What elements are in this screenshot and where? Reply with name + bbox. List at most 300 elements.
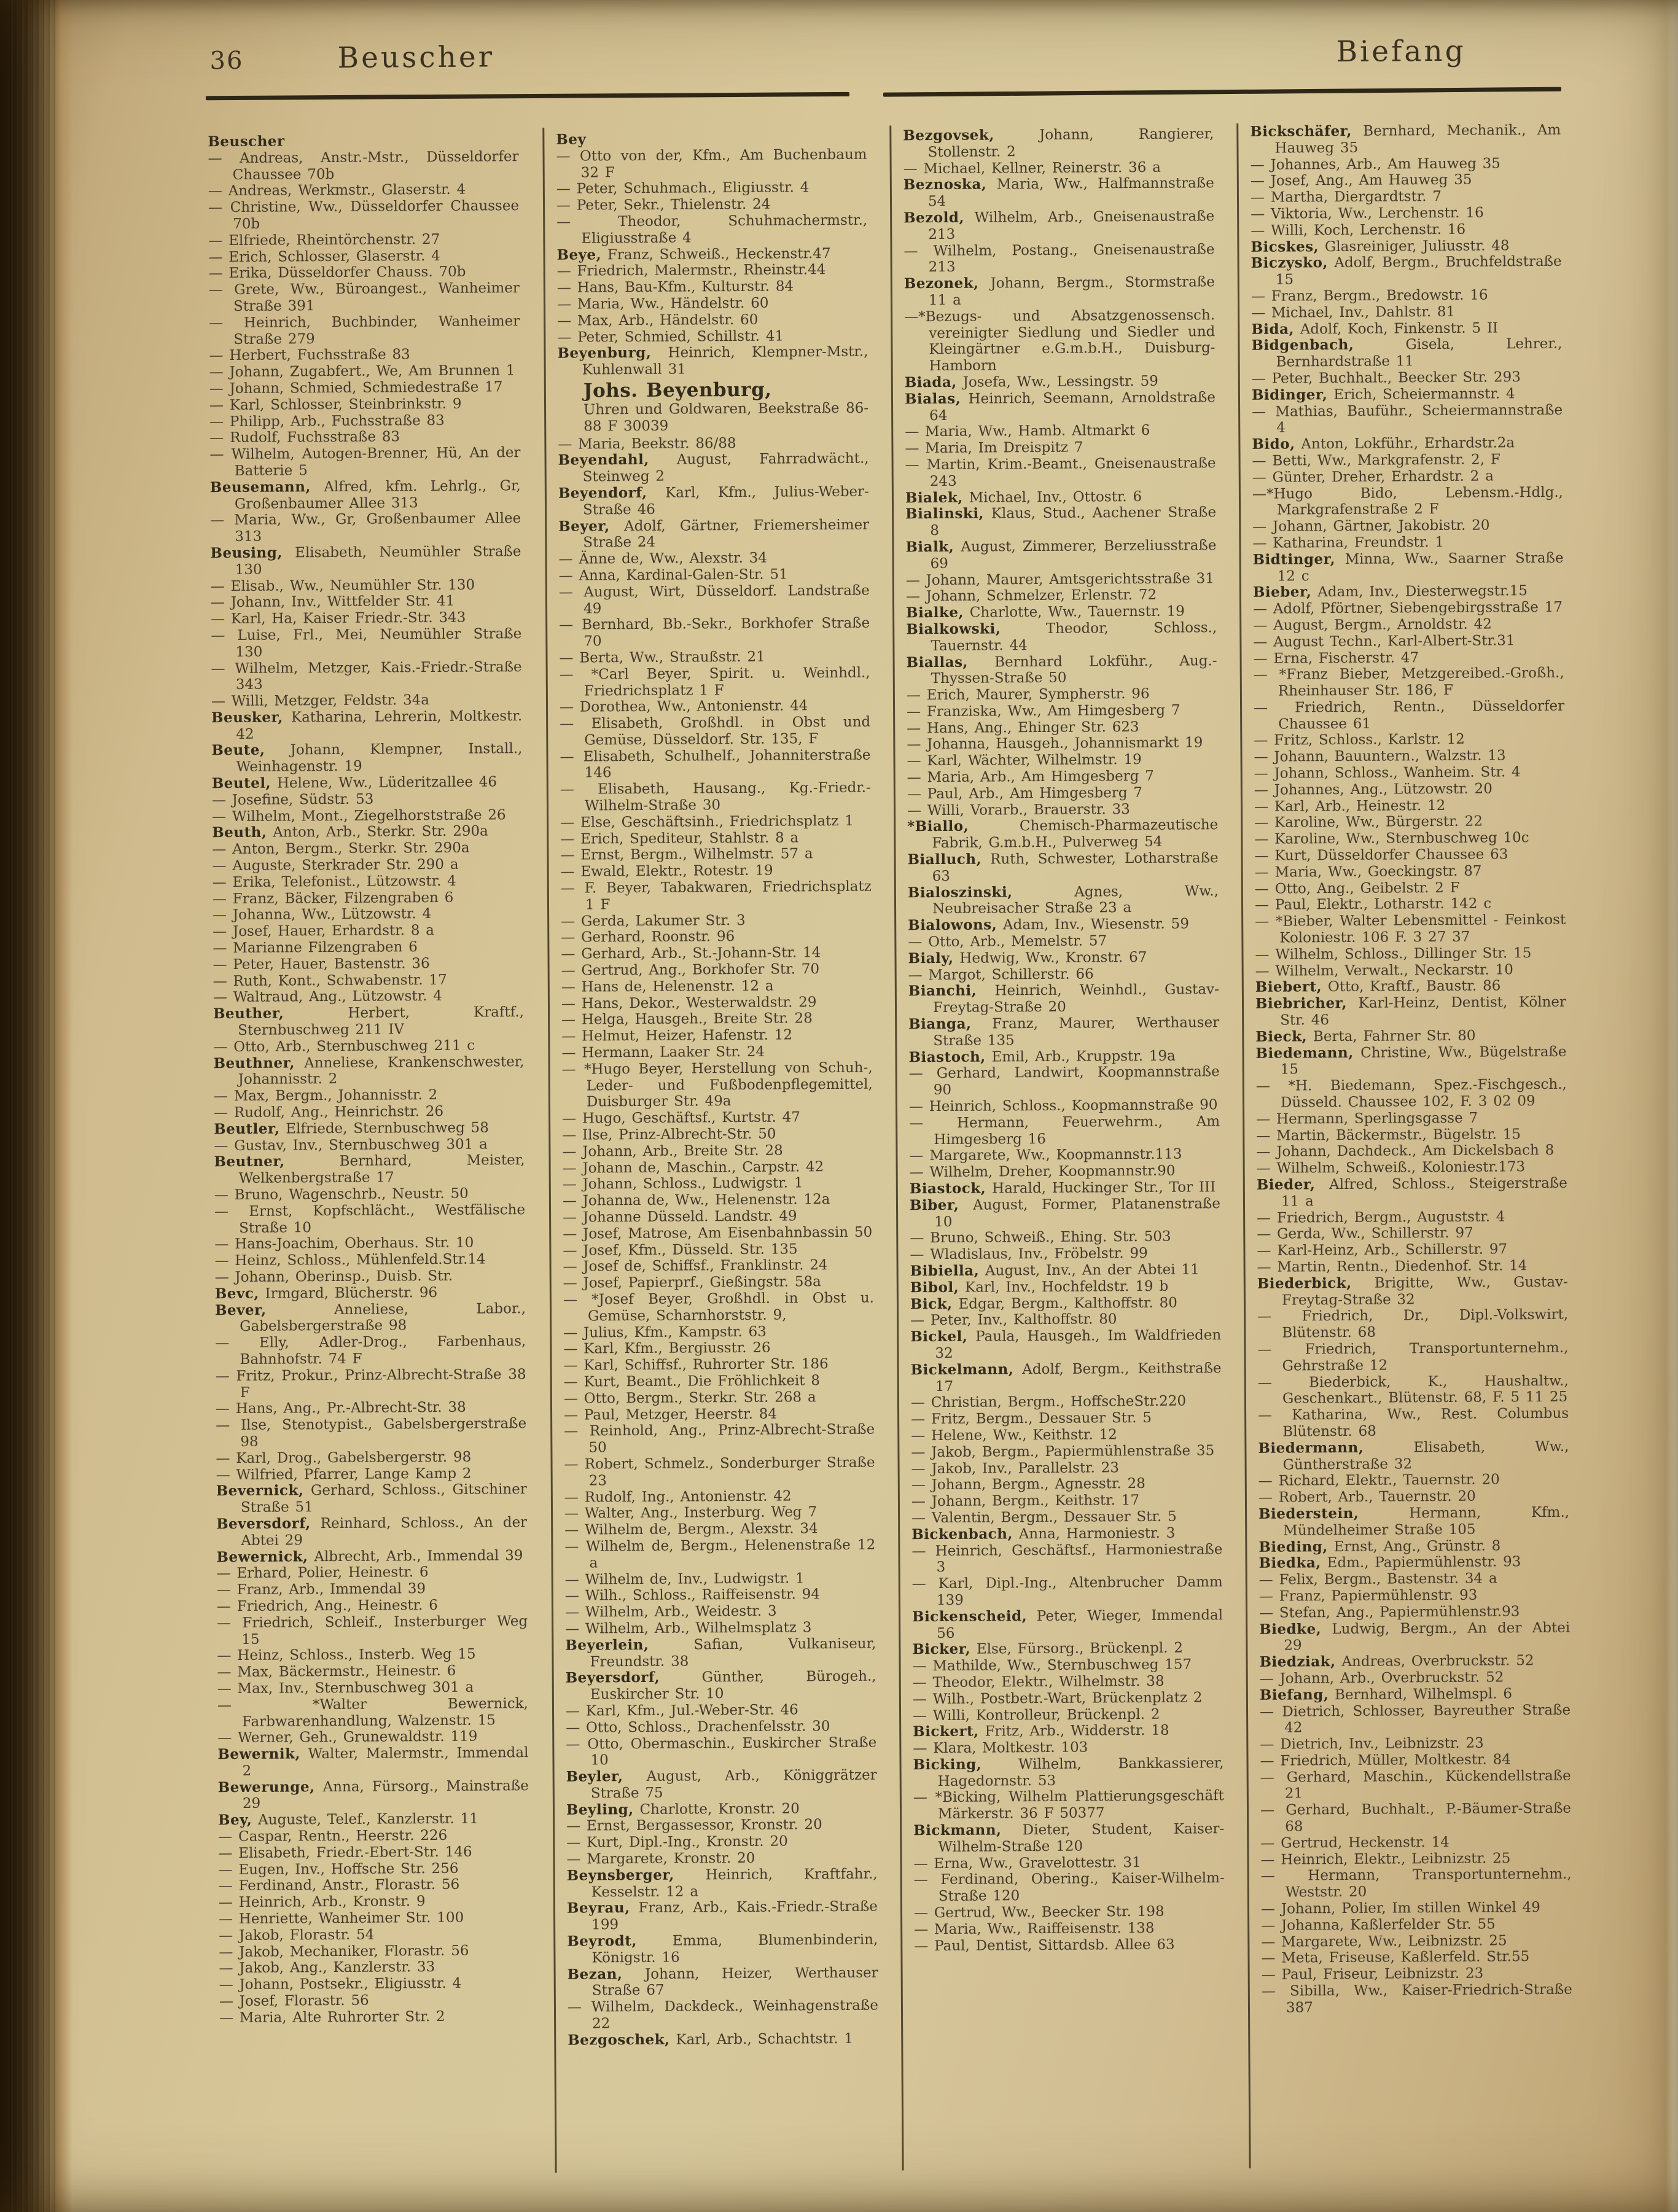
directory-entry: — Jakob, Florastr. 54	[219, 1926, 375, 1944]
entry-surname: Bewerunge,	[217, 1778, 315, 1796]
directory-column-2	[556, 130, 879, 2177]
directory-entry: — Helga, Hausgeh., Breite Str. 28	[561, 1010, 813, 1029]
entry-surname: Biastock,	[909, 1180, 986, 1198]
directory-entry-head: Bickel, Paula, Hausgeh., Im Waldfrieden 32	[910, 1327, 1222, 1362]
directory-entry-head: Beznoska, Maria, Ww., Halfmannstraße 54	[903, 175, 1214, 210]
directory-entry-head: Bibol, Karl, Inv., Hochfeldstr. 19 b	[910, 1278, 1169, 1296]
directory-entry: — Martin, Krim.-Beamt., Gneisenaustraße 243	[905, 455, 1216, 489]
directory-entry-head: Bewerunge, Anna, Fürsorg., Mainstraße 29	[217, 1777, 529, 1812]
directory-entry-head: Beyer, Adolf, Gärtner, Friemersheimer Straße 24	[558, 516, 870, 551]
directory-entry-head: Biebricher, Karl-Heinz, Dentist, Kölner Str. 46	[1255, 994, 1567, 1029]
entry-surname: Beyrodt,	[567, 1933, 637, 1950]
directory-entry: — Peter, Buchhalt., Beecker Str. 293	[1251, 369, 1521, 387]
entry-surname: Beyenburg,	[557, 345, 652, 362]
directory-entry-head: Bevernick, Gerhard, Schloss., Gitschiner Straße 51	[216, 1481, 527, 1516]
directory-entry: — Otto von der, Kfm., Am Buchenbaum 32 F	[556, 146, 867, 181]
directory-entry: — Erich, Schlosser, Glaserstr. 4	[208, 247, 440, 265]
directory-entry: — Maria, Ww., Raiffeisenstr. 138	[914, 1920, 1155, 1938]
directory-entry: — Paul, Metzger, Heerstr. 84	[563, 1406, 778, 1423]
directory-entry: — Hans, Ang., Ehinger Str. 623	[907, 719, 1139, 737]
entry-surname: Beute,	[211, 742, 265, 759]
directory-entry: — Wilfried, Pfarrer, Lange Kamp 2	[216, 1465, 472, 1483]
directory-entry: — Franz, Bergm., Bredowstr. 16	[1251, 287, 1488, 305]
entry-surname: Bezgoschek,	[568, 2031, 670, 2049]
header-keyword-left: Beuscher	[337, 40, 495, 75]
directory-entry: — Otto, Obermaschin., Euskircher Straße 10	[566, 1734, 877, 1769]
directory-entry-head: Biallas, Bernhard Lokführ., Aug.-Thyssen-Straße 50	[906, 652, 1217, 687]
directory-entry: — Rudolf, Ang., Heinrichstr. 26	[213, 1103, 444, 1121]
entry-surname: Beusing,	[210, 544, 283, 562]
directory-entry: — Karl, Ha, Kaiser Friedr.-Str. 343	[211, 609, 466, 628]
directory-entry-head: Biebert, Otto, Kraftf., Baustr. 86	[1255, 978, 1501, 996]
directory-entry: — Maria, Ww., Hamb. Altmarkt 6	[905, 423, 1150, 440]
directory-entry: — Otto, Bergm., Sterkr. Str. 268 a	[563, 1389, 816, 1407]
directory-entry: — Max, Bergm., Johannisstr. 2	[213, 1087, 438, 1105]
directory-entry: — Heinz, Schloss., Mühlenfeld.Str.14	[214, 1251, 486, 1269]
entry-surname: Bey	[556, 131, 587, 148]
entry-surname: Bickmann,	[913, 1821, 1002, 1839]
directory-entry: — Karl-Heinz, Arb., Schillerstr. 97	[1257, 1241, 1508, 1260]
directory-entry: — *Carl Beyer, Spirit. u. Weinhdl., Friedrichsplatz 1 F	[559, 664, 870, 699]
entry-surname: Beyendahl,	[558, 451, 649, 469]
directory-entry: — Wilh., Schloss., Raiffeisenstr. 94	[564, 1586, 821, 1605]
directory-entry: — Bruno, Wagenschrb., Neustr. 50	[214, 1185, 469, 1204]
directory-entry-head: Beuth, Anton, Arb., Sterkr. Str. 290a	[212, 823, 488, 841]
entry-surname: Bialkowski,	[906, 620, 1001, 638]
directory-entry: — Johann, Polier, Im stillen Winkel 49	[1260, 1899, 1540, 1917]
directory-entry: — Erna, Ww., Gravelottestr. 31	[913, 1854, 1141, 1872]
directory-entry: — Hans-Joachim, Oberhaus. Str. 10	[214, 1235, 474, 1253]
directory-entry-head: Beute, Johann, Klempner, Install., Weinhagenstr. 19	[211, 741, 523, 776]
directory-entry-head: Bida, Adolf, Koch, Finkenstr. 5 II	[1251, 319, 1499, 338]
directory-entry: — Helene, Ww., Keithstr. 12	[911, 1427, 1117, 1444]
entry-surname: Beuthner,	[213, 1054, 295, 1072]
directory-entry: — Heinrich, Arb., Kronstr. 9	[218, 1893, 426, 1911]
directory-entry-head: Biefang, Bernhard, Wilhelmspl. 6	[1259, 1686, 1513, 1704]
directory-entry-head: Bicking, Wilhelm, Bankkassierer, Hagedornstr. 53	[913, 1755, 1224, 1789]
directory-entry: — Gerda, Lakumer Str. 3	[561, 912, 746, 930]
directory-entry: — Friedrich, Schleif., Insterburger Weg 15	[217, 1613, 528, 1648]
header-rule-left	[206, 92, 849, 100]
directory-entry: — Johanna de, Ww., Helenenstr. 12a	[562, 1191, 830, 1209]
directory-entry-head: Bidtinger, Minna, Ww., Saarner Straße 12 c	[1252, 550, 1564, 585]
entry-surname: Bickelmann,	[910, 1361, 1014, 1379]
directory-entry: — Fritz, Schloss., Karlstr. 12	[1254, 731, 1465, 749]
directory-entry: — Auguste, Sterkrader Str. 290 a	[212, 856, 459, 874]
directory-entry: — Johann, Dachdeck., Am Dickelsbach 8	[1256, 1142, 1555, 1161]
entry-surname: Beyer,	[558, 517, 610, 535]
directory-entry-head: Bieber, Adam, Inv., Diesterwegstr.15	[1252, 583, 1528, 601]
entry-surname: Bialoszinski,	[907, 883, 1013, 901]
directory-entry-head: Beyendorf, Karl, Kfm., Julius-Weber-Straße 46	[558, 483, 869, 518]
directory-entry-head: Beyling, Charlotte, Kronstr. 20	[566, 1801, 800, 1818]
directory-entry: — Josef de, Schiffsf., Franklinstr. 24	[563, 1257, 828, 1275]
directory-entry: — Karl, Arb., Heinestr. 12	[1254, 797, 1446, 815]
entry-surname: Bialy,	[908, 949, 954, 967]
directory-entry: — Kurt, Dipl.-Ing., Kronstr. 20	[566, 1833, 788, 1852]
entry-surname: Biada,	[904, 373, 957, 391]
directory-entry: — Else, Geschäftsinh., Friedrichsplatz 1	[560, 812, 854, 831]
entry-surname: Johs. Beyenburg,	[583, 378, 772, 402]
directory-entry: — Michael, Kellner, Reinerstr. 36 a	[903, 159, 1161, 177]
directory-entry: — Franz, Papiermühlenstr. 93	[1258, 1587, 1478, 1605]
directory-entry-head: Bieding, Ernst, Ang., Grünstr. 8	[1258, 1537, 1501, 1556]
directory-entry: — Ewald, Elektr., Rotestr. 19	[560, 862, 773, 881]
directory-entry-head: Beyrodt, Emma, Blumenbinderin, Königstr. 16	[567, 1931, 878, 1966]
directory-entry: — Hans, Dekor., Westerwaldstr. 29	[561, 994, 817, 1012]
directory-entry-head: Bialk, August, Zimmerer, Berzeliusstraße 69	[905, 537, 1217, 572]
directory-entry: — Karl, Drog., Gabelsbergerstr. 98	[216, 1449, 472, 1466]
directory-entry: — Friedrich, Rentn., Düsseldorfer Chaussee 61	[1253, 698, 1565, 733]
directory-entry: — Peter, Sekr., Thielenstr. 24	[556, 196, 771, 214]
entry-surname: Beyling,	[566, 1801, 634, 1818]
directory-entry: — Felix, Bergm., Bastenstr. 34 a	[1258, 1570, 1497, 1588]
directory-entry: — Elisabeth, Schulhelf., Johanniterstraße 146	[560, 747, 871, 782]
entry-surname: Bey,	[218, 1812, 252, 1829]
directory-entry-head: Beyler, August, Arb., Königgrätzer Straße 75	[566, 1767, 877, 1802]
directory-entry: — Waltraud, Ang., Lützowstr. 4	[213, 988, 442, 1006]
directory-entry-head: Beye, Franz, Schweiß., Heckenstr.47	[556, 245, 831, 263]
entry-surname: Beuther,	[213, 1005, 284, 1022]
directory-entry: — Johann, Bergm., Keithstr. 17	[911, 1492, 1140, 1510]
entry-surname: Bibol,	[910, 1279, 959, 1296]
directory-entry: — Wilh., Postbetr.-Wart, Brückenplatz 2	[912, 1689, 1203, 1707]
directory-entry: — Johann, Arb., Overbruckstr. 52	[1259, 1669, 1504, 1687]
directory-entry: — Wilhelm de, Bergm., Alexstr. 34	[564, 1521, 818, 1538]
entry-surname: Biebert,	[1255, 978, 1322, 996]
entry-surname: Bicking,	[913, 1756, 982, 1774]
directory-entry: — Herbert, Fuchsstraße 83	[209, 346, 410, 364]
directory-entry: — Wilhelm, Schloss., Dillinger Str. 15	[1255, 944, 1532, 963]
directory-entry: — Franz, Bäcker, Filzengraben 6	[212, 889, 454, 907]
directory-entry: — Maria, Ww., Gr, Großenbaumer Allee 313	[210, 510, 521, 545]
directory-entry-head: Biedka, Edm., Papiermühlenstr. 93	[1258, 1554, 1521, 1572]
directory-entry-head: Beyrau, Franz, Arb., Kais.-Friedr.-Straße 199	[566, 1899, 878, 1933]
directory-entry: — Wladislaus, Inv., Fröbelstr. 99	[910, 1245, 1148, 1263]
directory-entry-head: Biastock, Harald, Huckinger Str., Tor III	[909, 1179, 1216, 1198]
directory-entry: — *Hugo Beyer, Herstellung von Schuh-, Leder- und Fußbodenpflegemittel, Duisburger Str. 49a	[561, 1059, 873, 1110]
directory-entry: — Friedrich, Bergm., Auguststr. 4	[1257, 1208, 1505, 1226]
directory-entry: — Dietrich, Schlosser, Bayreuther Straße 42	[1259, 1702, 1571, 1736]
directory-entry: — Andreas, Anstr.-Mstr., Düsseldorfer Chaussee 70b	[208, 148, 519, 183]
directory-entry-head: Bickert, Fritz, Arb., Widderstr. 18	[913, 1723, 1169, 1740]
directory-entry: — Walter, Ang., Insterburg. Weg 7	[564, 1504, 818, 1522]
directory-entry-head: Bewernick, Albrecht, Arb., Immendal 39	[216, 1547, 523, 1565]
directory-entry: — Jakob, Ang., Kanzlerstr. 33	[219, 1959, 435, 1977]
directory-entry-head: Biada, Josefa, Ww., Lessingstr. 59	[904, 373, 1158, 391]
directory-entry: — Maria, Ww., Goeckingstr. 87	[1254, 863, 1482, 881]
entry-surname: Beyersdorf,	[565, 1669, 660, 1687]
directory-entry: — Willi, Vorarb., Brauerstr. 33	[907, 801, 1130, 819]
directory-entry: — Margarete, Ww., Leibnizstr. 25	[1261, 1933, 1507, 1950]
directory-entry-head: Bibiella, August, Inv., An der Abtei 11	[910, 1261, 1200, 1280]
entry-surname: Biedka,	[1258, 1554, 1321, 1572]
entry-surname: Bickert,	[913, 1723, 979, 1740]
directory-entry: — Willi, Koch, Lerchenstr. 16	[1251, 221, 1466, 239]
directory-entry-head: Beversdorf, Reinhard, Schloss., An der Abtei 29	[216, 1514, 528, 1549]
directory-entry: — Josefine, Südstr. 53	[211, 791, 374, 809]
directory-entry: — Mathilde, Ww., Sternbuschweg 157	[912, 1656, 1192, 1675]
directory-entry: — Friedrich, Ang., Heinestr. 6	[216, 1597, 438, 1615]
directory-entry: — Martin, Rentn., Diedenhof. Str. 14	[1257, 1258, 1528, 1275]
directory-entry: — Heinrich, Geschäftsf., Harmoniestraße 3	[911, 1541, 1223, 1576]
directory-entry: — Andreas, Werkmstr., Glaserstr. 4	[208, 182, 466, 200]
directory-entry-head: Bezan, Johann, Heizer, Werthauser Straße 67	[567, 1965, 878, 1999]
directory-entry: — Margarete, Ww., Koopmannstr.113	[909, 1146, 1182, 1164]
directory-entry-head: Bevc, Irmgard, Blücherstr. 96	[214, 1284, 438, 1302]
directory-entry: — Wilhelm, Postang., Gneisenaustraße 213	[903, 241, 1215, 276]
entry-surname: Bever,	[214, 1301, 267, 1318]
entry-surname: Beye,	[556, 246, 602, 263]
entry-surname: Bezan,	[567, 1965, 623, 1983]
directory-entry: — Meta, Friseuse, Kaßlerfeld. Str.55	[1261, 1949, 1530, 1967]
directory-entry: — Mathias, Bauführ., Scheiermannstraße 4	[1252, 402, 1563, 436]
directory-entry: — Caspar, Rentn., Heerstr. 226	[218, 1827, 448, 1845]
entry-surname: Beusker,	[211, 709, 283, 726]
entry-surname: Biedermann,	[1258, 1439, 1364, 1457]
directory-entry: — Anton, Bergm., Sterkr. Str. 290a	[212, 839, 470, 858]
directory-entry-head: Bicker, Else, Fürsorg., Brückenpl. 2	[912, 1640, 1184, 1658]
directory-entry: — Ernst, Kopfschlächt., Westfälische Straße 10	[214, 1201, 526, 1236]
directory-entry-head: Biedemann, Christine, Ww., Bügelstraße 15	[1255, 1043, 1567, 1078]
directory-entry-head: Bido, Anton, Lokführ., Erhardstr.2a	[1252, 435, 1515, 453]
directory-entry-head: Beyersdorf, Günther, Bürogeh., Euskircher Str. 10	[565, 1668, 876, 1703]
directory-entry: — Max, Inv., Sternbuschweg 301 a	[217, 1679, 474, 1697]
directory-entry: — Berta, Ww., Straußstr. 21	[559, 648, 765, 666]
directory-entry: — Wilhelm, Arb., Wilhelmsplatz 3	[565, 1619, 812, 1637]
directory-entry: — Gertrud, Ang., Borkhofer Str. 70	[561, 961, 820, 979]
directory-entry-head: Bezold, Wilhelm, Arb., Gneisenaustraße 213	[903, 208, 1215, 243]
directory-entry: — Paul, Dentist, Sittardsb. Allee 63	[914, 1936, 1175, 1954]
directory-entry: — Friedrich, Transportunternehm., Gehrstraße 12	[1257, 1339, 1569, 1374]
directory-entry: — Gustav, Inv., Sternbuschweg 301 a	[214, 1136, 488, 1154]
page-number: 36	[209, 46, 244, 76]
directory-entry: — Gerhard, Maschin., Kückendellstraße 21	[1260, 1767, 1571, 1802]
directory-entry-head: Bieck, Berta, Fahrner Str. 80	[1255, 1027, 1476, 1045]
directory-entry: — Paul, Friseur, Leibnizstr. 23	[1261, 1965, 1484, 1984]
directory-entry: — Otto, Schloss., Drachenfelsstr. 30	[566, 1718, 830, 1736]
directory-entry: — Franziska, Ww., Am Himgesberg 7	[907, 702, 1180, 720]
directory-entry-head: Bialas, Heinrich, Seemann, Arnoldstraße 64	[904, 389, 1216, 424]
directory-entry: — Dorothea, Ww., Antonienstr. 44	[559, 698, 808, 716]
directory-entry: — Ruth, Kont., Schwabenstr. 17	[213, 972, 447, 989]
entry-surname: Biallas,	[906, 653, 969, 671]
directory-entry: — Wilhelm, Schweiß., Koloniestr.173	[1256, 1159, 1526, 1177]
directory-entry-head	[556, 130, 867, 149]
entry-surname: Biedemann,	[1255, 1044, 1354, 1062]
directory-entry: — Martha, Diergardtstr. 7	[1250, 189, 1442, 206]
entry-surname: Bidinger,	[1251, 386, 1328, 403]
entry-surname: Beuth,	[212, 824, 267, 841]
directory-entry: — Wilhelm, Autogen-Brenner, Hü, An der Batterie 5	[209, 445, 521, 479]
directory-entry: — Jakob, Mechaniker, Florastr. 56	[219, 1942, 469, 1960]
directory-entry-head: Bialowons, Adam, Inv., Wiesenstr. 59	[908, 916, 1189, 934]
directory-entry: — Johann, Schmied, Schmiedestraße 17	[209, 379, 503, 397]
directory-entry: — Richard, Elektr., Tauernstr. 20	[1258, 1471, 1500, 1490]
directory-entry: — Wilhelm de, Bergm., Helenenstraße 12 a	[564, 1536, 876, 1571]
directory-entry: — Josef, Hauer, Erhardstr. 8 a	[213, 922, 435, 940]
directory-entry: — Karl, Schiffsf., Ruhrorter Str. 186	[563, 1356, 829, 1374]
directory-entry: — Gerhard, Buchhalt., P.-Bäumer-Straße 68	[1260, 1801, 1572, 1835]
directory-column-1	[208, 132, 531, 2179]
entry-surname: Bieder,	[1256, 1176, 1316, 1193]
directory-entry-head: Biber, August, Former, Platanenstraße 10	[909, 1196, 1221, 1230]
directory-entry: — Katharina, Ww., Rest. Columbus Blütenstr. 68	[1258, 1405, 1569, 1440]
directory-entry-head: Bialke, Charlotte, Ww., Tauernstr. 19	[906, 603, 1185, 621]
entry-surname: Beutel,	[211, 774, 271, 792]
entry-surname: Bickenbach,	[911, 1525, 1013, 1543]
directory-entry: — Margarete, Kronstr. 20	[566, 1850, 755, 1867]
directory-entry: — Karl, Kfm., Bergiusstr. 26	[563, 1340, 771, 1358]
directory-entry: — Maria, Beekstr. 86/88	[558, 435, 736, 453]
directory-entry: — Josef, Kfm., Düsseld. Str. 135	[563, 1241, 798, 1259]
directory-entry-head: Bialek, Michael, Inv., Ottostr. 6	[905, 488, 1142, 506]
directory-entry-head: Bieder, Alfred, Schloss., Steigerstraße 11 a	[1256, 1175, 1567, 1210]
directory-entry: — Adolf, Pförtner, Siebengebirgsstraße 17	[1252, 599, 1563, 617]
entry-surname: Beyrau,	[566, 1899, 630, 1917]
directory-entry: — *Franz Bieber, Metzgereibed.-Großh., Rheinhauser Str. 186, F	[1253, 665, 1564, 699]
directory-entry: — Jakob, Bergm., Papiermühlenstraße 35	[911, 1443, 1215, 1461]
directory-entry: — Johanna, Kaßlerfelder Str. 55	[1261, 1916, 1496, 1934]
entry-surname: Beutler,	[214, 1120, 280, 1138]
directory-entry: — Gertrud, Ww., Beecker Str. 198	[913, 1903, 1165, 1922]
directory-entry: — Johannes, Ang., Lützowstr. 20	[1254, 781, 1493, 798]
directory-entry: — Karl, Schlosser, Steinbrinkstr. 9	[209, 395, 462, 413]
entry-surname: *Biallo,	[907, 818, 969, 835]
directory-entry-head: Bezgoschek, Karl, Arb., Schachtstr. 1	[568, 2030, 853, 2049]
directory-entry-head: Johs. Beyenburg, Uhren und Goldwaren, Beekstraße 86-88 F 30039	[583, 378, 869, 435]
directory-entry: — Wilhelm, Dreher, Koopmannstr.90	[909, 1162, 1176, 1181]
directory-entry: — Josef, Matrose, Am Eisenbahnbassin 50	[563, 1224, 873, 1242]
directory-entry: — Reinhold, Ang., Prinz-Albrecht-Straße 50	[564, 1422, 875, 1456]
header-keyword-right: Biefang	[1336, 34, 1466, 69]
directory-entry-head: *Biallo, Chemisch-Pharmazeutische Fabrik, G.m.b.H., Pulverweg 54	[907, 817, 1219, 852]
entry-surname: Bezgovsek,	[903, 127, 994, 144]
directory-entry: — Erich, Spediteur, Stahlstr. 8 a	[560, 830, 799, 847]
column-divider-3	[1236, 123, 1251, 2168]
directory-entry: — Gerhard, Arb., St.-Johann-Str. 14	[561, 944, 821, 963]
directory-entry: — Johann, Schmelzer, Erlenstr. 72	[905, 587, 1157, 605]
directory-entry-head: Bialinski, Klaus, Stud., Aachener Straße 8	[905, 504, 1217, 539]
directory-entry: — Hugo, Geschäftsf., Kurtstr. 47	[562, 1109, 801, 1127]
directory-entry: — Heinrich, Buchbinder, Wanheimer Straße 279	[209, 313, 520, 348]
directory-entry-head: Bialluch, Ruth, Schwester, Lotharstraße 63	[907, 850, 1219, 884]
directory-entry: — Margot, Schillerstr. 66	[908, 966, 1094, 983]
directory-entry-head: Biastoch, Emil, Arb., Kruppstr. 19a	[908, 1048, 1176, 1065]
directory-entry: — F. Beyer, Tabakwaren, Friedrichsplatz 1 F	[560, 878, 872, 913]
directory-entry-head: Beutler, Elfriede, Sternbuschweg 58	[214, 1120, 489, 1138]
directory-entry-head: Biedermann, Elisabeth, Ww., Güntherstraße 32	[1258, 1438, 1569, 1473]
directory-entry: — Johann, Bergm., Agnesstr. 28	[911, 1476, 1145, 1493]
entry-surname: Bibiella,	[910, 1262, 980, 1280]
directory-entry-head: Beusemann, Alfred, kfm. Lehrlg., Gr, Großenbaumer Allee 313	[209, 477, 521, 512]
directory-entry: — Wilhelm, Mont., Ziegelhorststraße 26	[212, 806, 506, 825]
directory-entry: — Karoline, Ww., Bürgerstr. 22	[1254, 814, 1483, 831]
directory-entry-head: Beyendahl, August, Fahrradwächt., Steinweg 2	[558, 451, 869, 485]
entry-surname: Beusemann,	[209, 478, 311, 496]
directory-entry: — Philipp, Arb., Fuchsstraße 83	[209, 412, 445, 430]
directory-entry: — Stefan, Ang., Papiermühlenstr.93	[1258, 1603, 1520, 1621]
column-divider-1	[542, 128, 556, 2173]
directory-entry: — Hans, Ang., Pr.-Albrecht-Str. 38	[215, 1400, 466, 1417]
directory-entry: — Hans, Bau-Kfm., Kulturstr. 84	[556, 278, 794, 296]
directory-entry-head: Beyerlein, Safian, Vulkaniseur, Freundstr. 38	[565, 1635, 876, 1670]
entry-surname: Bialinski,	[905, 505, 985, 523]
directory-entry: — Heinrich, Elektr., Leibnizstr. 25	[1260, 1850, 1511, 1868]
entry-surname: Beynsberger,	[566, 1866, 674, 1884]
entry-surname: Bieding,	[1258, 1538, 1328, 1556]
directory-entry: — Grete, Ww., Büroangest., Wanheimer Straße 391	[208, 280, 520, 314]
directory-entry: — Willi, Kontrolleur, Brückenpl. 2	[912, 1706, 1160, 1724]
directory-entry: — Karl, Kfm., Jul.-Weber-Str. 46	[565, 1702, 798, 1719]
entry-surname: Beznoska,	[903, 176, 987, 193]
directory-entry: — Franz, Arb., Immendal 39	[216, 1581, 426, 1599]
directory-entry: — Wilhelm, Verwalt., Neckarstr. 10	[1255, 961, 1513, 979]
directory-entry-head: Biedke, Ludwig, Bergm., An der Abtei 29	[1259, 1619, 1571, 1654]
directory-entry: — Maria, Arb., Am Himgesberg 7	[907, 768, 1154, 786]
entry-surname: Beversdorf,	[216, 1515, 311, 1533]
directory-entry: — Peter, Schmied, Schillstr. 41	[557, 328, 784, 346]
directory-entry: — Sibilla, Ww., Kaiser-Friedrich-Straße 387	[1261, 1981, 1572, 2016]
directory-entry-head: Bickenbach, Anna, Harmoniestr. 3	[911, 1525, 1176, 1543]
entry-surname: Bialas,	[904, 390, 961, 408]
entry-surname: Bianga,	[908, 1015, 972, 1033]
directory-entry: — Änne de, Ww., Alexstr. 34	[558, 550, 768, 567]
directory-entry-head: Bezgovsek, Johann, Rangierer, Stollenstr. 2	[903, 126, 1214, 160]
entry-surname: Biber,	[909, 1196, 959, 1214]
directory-entry: — Johann de, Maschin., Carpstr. 42	[562, 1158, 824, 1177]
directory-entry: — Fritz, Prokur., Prinz-Albrecht-Straße 38 F	[215, 1366, 526, 1401]
directory-entry: — Johann, Postsekr., Eligiusstr. 4	[219, 1976, 462, 1993]
directory-entry: — Elisabeth, Hausang., Kg.-Friedr.-Wilhelm-Straße 30	[560, 779, 871, 814]
directory-entry-head: Bianga, Franz, Maurer, Werthauser Straße 135	[908, 1014, 1220, 1049]
directory-entry: — Rudolf, Ing., Antonienstr. 42	[564, 1488, 792, 1506]
directory-entry-head: Bick, Edgar, Bergm., Kalthoffstr. 80	[910, 1295, 1177, 1312]
directory-entry: — Robert, Schmelz., Sonderburger Straße 23	[564, 1454, 875, 1489]
entry-surname: Biederstein,	[1258, 1505, 1359, 1522]
directory-entry: — Elisabeth, Großhdl. in Obst und Gemüse, Düsseldorf. Str. 135, F	[560, 714, 871, 749]
directory-entry: — Gerda, Ww., Schillerstr. 97	[1257, 1225, 1473, 1243]
directory-entry: — Johanna, Hausgeh., Johannismarkt 19	[907, 734, 1203, 753]
directory-entry: — *Josef Beyer, Großhdl. in Obst u. Gemüse, Scharnhorststr. 9,	[563, 1290, 874, 1325]
entry-surname: Bidgenbach,	[1251, 337, 1354, 354]
directory-entry-head: Bianchi, Heinrich, Weinhdl., Gustav-Freytag-Straße 20	[908, 981, 1219, 1016]
directory-entry: — Johann, Gärtner, Jakobistr. 20	[1252, 517, 1490, 535]
directory-entry-head: Bialkowski, Theodor, Schloss., Tauernstr. 44	[906, 620, 1217, 654]
directory-entry: — Peter, Inv., Kalthoffstr. 80	[910, 1311, 1117, 1329]
entry-surname: Biederbick,	[1257, 1274, 1352, 1292]
directory-entry: — Otto, Ang., Geibelstr. 2 F	[1254, 879, 1460, 897]
directory-entry-head: Beuthner, Anneliese, Krankenschwester, Johannisstr. 2	[213, 1053, 525, 1088]
directory-entry-head: Beusing, Elisabeth, Neumühler Straße 130	[210, 543, 521, 578]
directory-entry: — Johann, Bauuntern., Walzstr. 13	[1254, 747, 1506, 766]
directory-entry-head: Bialoszinski, Agnes, Ww., Neubreisacher Straße 23 a	[907, 882, 1219, 917]
directory-entry: — *H. Biedemann, Spez.-Fischgesch., Düsseld. Chaussee 102, F. 3 02 09	[1255, 1076, 1567, 1111]
entry-surname: Bida,	[1251, 321, 1295, 338]
directory-entry: — Wilhelm, Dackdeck., Weinhagenstraße 22	[567, 1997, 879, 2032]
directory-entry: — Helmut, Heizer, Hafenstr. 12	[561, 1027, 793, 1045]
entry-surname: Bido,	[1252, 435, 1295, 453]
directory-entry-head: Bewernik, Walter, Malermstr., Immendal 2	[217, 1745, 529, 1779]
directory-entry-head: Bickmann, Dieter, Student, Kaiser-Wilhelm-Straße 120	[913, 1821, 1225, 1855]
directory-entry: — Max, Bäckermstr., Heinestr. 6	[217, 1662, 456, 1681]
entry-surname: Bezonek,	[903, 275, 979, 292]
directory-entry-head: Bialy, Hedwig, Ww., Kronstr. 67	[908, 949, 1147, 967]
entry-surname: Bevc,	[214, 1285, 259, 1302]
directory-entry: — Karl, Wächter, Wilhelmstr. 19	[907, 752, 1142, 769]
directory-entry: —*Hugo Bido, Lebensm.-Hdlg., Markgrafenstraße 2 F	[1252, 484, 1564, 518]
entry-surname: Bewernick,	[216, 1548, 308, 1565]
